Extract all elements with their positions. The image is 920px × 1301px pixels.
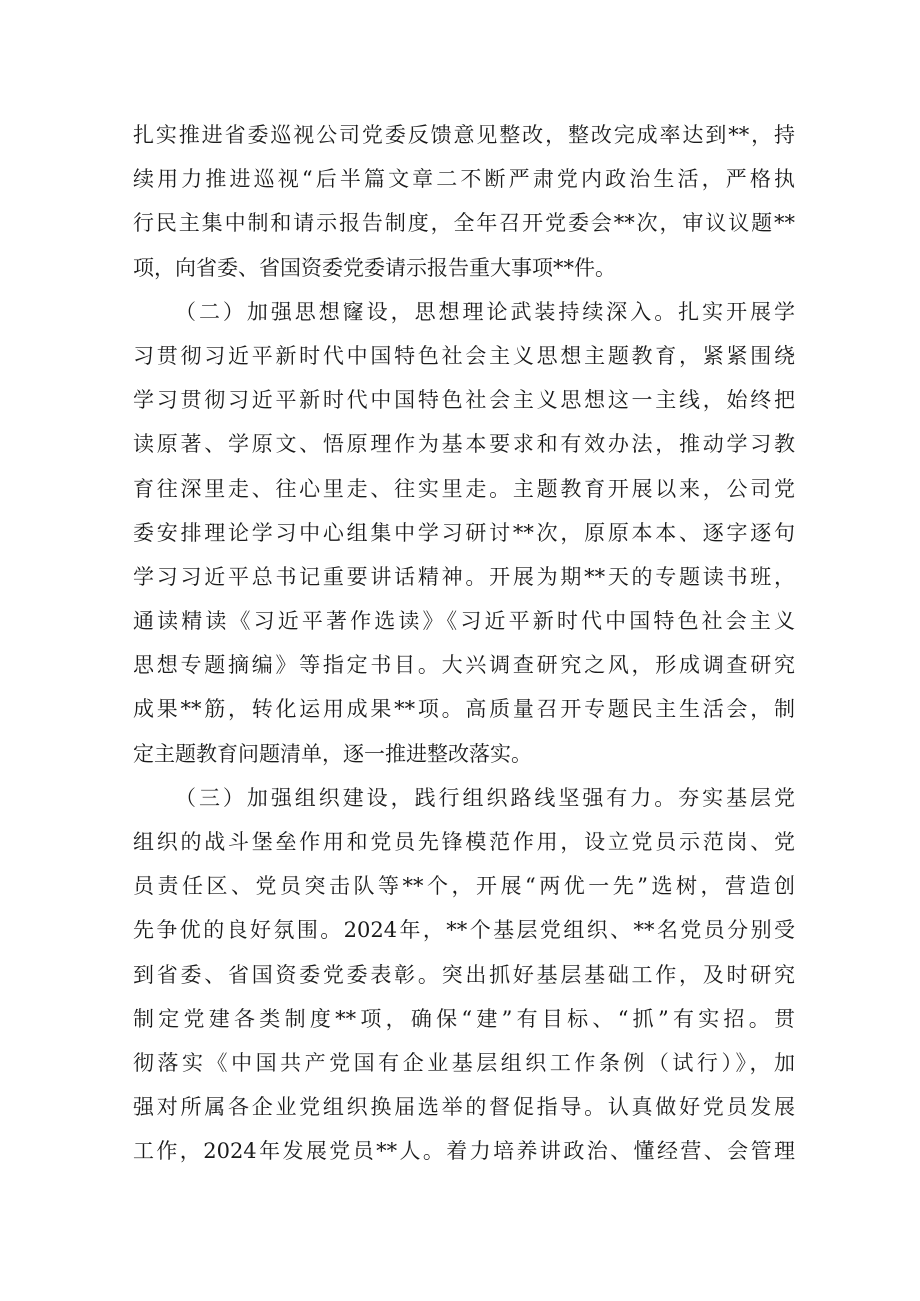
text-line: 先争优的良好氛围。2024年，**个基层党组织、**名党员分别受 — [133, 918, 795, 943]
document-body — [133, 113, 795, 1174]
text-line: 到省委、省国资委党委表彰。突出抓好基层基础工作，及时研究 — [133, 962, 795, 987]
text-line: 制定党建各类制度**项，确保“建”有目标、“抓”有实招。贯 — [133, 1006, 795, 1031]
text-line: 工作，2024年发展党员**人。着力培养讲政治、懂经营、会管理 — [133, 1139, 795, 1164]
text-line: 思想专题摘编》等指定书目。大兴调查研究之风，形成调查研究 — [133, 653, 795, 678]
text-line: 彻落实《中国共产党国有企业基层组织工作条例（试行）》，加 — [133, 1050, 795, 1075]
text-line: 学习贯彻习近平新时代中国特色社会主义思想这一主线，始终把 — [133, 388, 795, 413]
paragraph-3 — [133, 776, 795, 1174]
text-line: 项，向省委、省国资委党委请示报告重大事项**件。 — [133, 255, 616, 280]
text-line: 续用力推进巡视“后半篇文章二不断严肃党内政治生活，严格执 — [133, 167, 795, 192]
paragraph-2 — [133, 290, 795, 776]
text-line: 组织的战斗堡垒作用和党员先锋模范作用，设立党员示范岗、党 — [133, 830, 795, 854]
text-line: 习贯彻习近平新时代中国特色社会主义思想主题教育，紧紧围绕 — [133, 343, 795, 368]
text-line: 育往深里走、往心里走、往实里走。主题教育开展以来，公司党 — [133, 476, 795, 501]
text-line: 强对所属各企业党组织换届选举的督促指导。认真做好党员发展 — [133, 1095, 795, 1120]
text-line: （二）加强思想窿设，思想理论武装持续深入。扎实开展学 — [175, 299, 795, 324]
text-line: 扎实推进省委巡视公司党委反馈意见整改，整改完成率达到**，持 — [133, 123, 795, 147]
text-line: 委安排理论学习中心组集中学习研讨**次，原原本本、逐字逐句 — [133, 520, 795, 545]
text-line: 行民主集中制和请示报告制度，全年召开党委会**次，审议议题** — [133, 211, 795, 236]
text-line: 通读精读《习近平著作选读》《习近平新时代中国特色社会主义 — [133, 609, 795, 634]
text-line: 成果**筋，转化运用成果**项。高质量召开专题民主生活会，制 — [133, 697, 795, 722]
text-line: （三）加强组织建设，践行组织路线坚强有力。夯实基层党 — [175, 785, 795, 810]
text-line: 学习习近平总书记重要讲话精神。开展为期**天的专题读书班， — [133, 564, 795, 589]
paragraph-1 — [133, 113, 795, 290]
text-line: 员责任区、党员突击队等**个，开展“两优一先”选树，营造创 — [133, 874, 795, 899]
text-line: 定主题教育问题清单，逐一推进整改落实。 — [133, 741, 532, 766]
text-line: 读原著、学原文、悟原理作为基本要求和有效办法，推动学习教 — [133, 432, 795, 457]
